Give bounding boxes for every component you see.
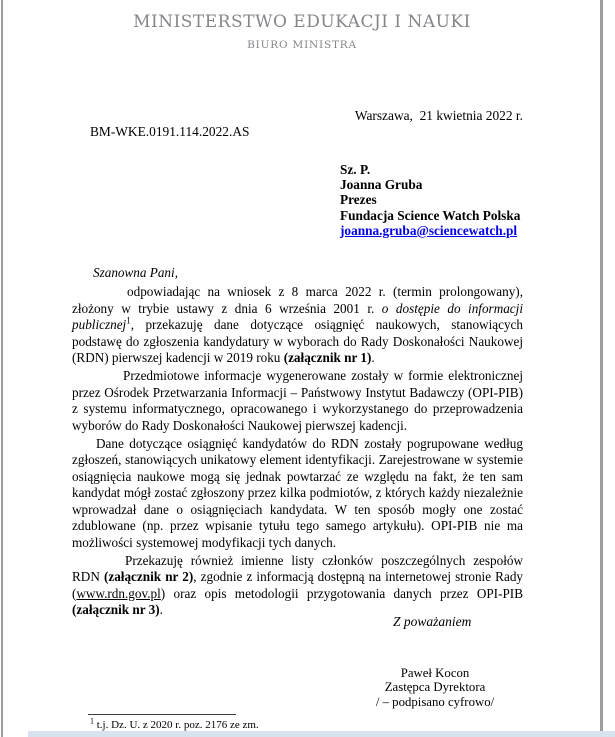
recipient-name: Joanna Gruba (340, 177, 423, 193)
recipient-organization: Fundacja Science Watch Polska (340, 207, 521, 223)
act-title-italic: o dostępie do informacji publicznej (72, 300, 523, 333)
paragraph-4-end: . (159, 602, 163, 618)
footnote (90, 716, 259, 731)
rdn-website-link[interactable]: www.rdn.gov.pl (76, 585, 161, 601)
paragraph-4-text: Przekazuję również imienne listy członków poszczególnych zespołów RDN (72, 552, 523, 585)
attachment-3-label: (załącznik nr 3) (72, 602, 160, 618)
ministry-name: MINISTERSTWO EDUKACJI I NAUKI (133, 12, 471, 32)
paragraph-3: Dane dotyczące osiągnięć kandydatów do RDN zostały pogrupowane według zgłoszeń, stanowiących unikatowy element identyfikacji. Zarejestrowane w systemie osiągnięcia naukowe mogą się jednak powtarzać ze względu na fakt, że ten sam kandydat mógł zostać zgłoszony przez kilka podmiotów, z których każdy niezależnie wprowadzał dane o osiągnięciach kandydata. W ten sposób mogły one zostać zdublowane (np. przez wpisanie tytułu tego samego artykułu). OPI-PIB nie ma możliwości systemowej modyfikacji tych danych. (72, 436, 523, 550)
signer-title: Zastępca Dyrektora (384, 680, 486, 695)
attachment-2-label: (załącznik nr 2) (103, 569, 194, 585)
paragraph-4-text-cont: , zgodnie z informacją dostępną na internetowej stronie Rady ( (72, 569, 524, 601)
letterhead (4, 12, 600, 51)
signer-name: Paweł Kocon (400, 666, 470, 680)
digital-signature-note: / – podpisano cyfrowo/ (375, 694, 495, 709)
recipient-honorific: Sz. P. (340, 162, 371, 177)
attachment-1-label: (załącznik nr 1) (283, 350, 372, 366)
recipient-position: Prezes (340, 192, 377, 208)
letter-body (72, 265, 523, 621)
place-and-date: Warszawa, 21 kwietnia 2022 r. (354, 108, 523, 123)
footnote-text: t.j. Dz. U. z 2020 r. poz. 2176 ze zm. (94, 719, 259, 731)
paragraph-4-text-cont2: ) oraz opis metodologii przygotowania danych przez OPI-PIB (160, 585, 523, 601)
reference-number: BM-WKE.0191.114.2022.AS (90, 124, 250, 139)
bottom-edge-strip (28, 731, 615, 737)
paragraph-1-text: odpowiadając na wniosek z 8 marca 2022 r. (termin prolongowany), złożony w trybie ustawy z dnia 6 września 2001 r. (72, 284, 523, 316)
page-right-edge (600, 0, 603, 737)
office-name: BIURO MINISTRA (247, 39, 357, 51)
salutation: Szanowna Pani, (93, 265, 178, 280)
paragraph-1-text-cont: , przekazuję dane dotyczące osiągnięć naukowych, stanowiących podstawę do zgłoszenia kandydatury w wyborach do Rady Doskonałości Naukowej (RDN) pierwszej kadencji w 2019 roku (72, 317, 523, 366)
footnote-reference: 1 (126, 315, 131, 326)
signature-block (320, 666, 550, 709)
closing-phrase: Z poważaniem (393, 614, 472, 629)
paragraph-4 (72, 553, 523, 619)
paragraph-1 (72, 284, 523, 366)
footnote-separator (88, 714, 236, 715)
recipient-block (340, 162, 520, 238)
paragraph-2: Przedmiotowe informacje wygenerowane zostały w formie elektronicznej przez Ośrodek Przetwarzania Informacji – Państwowy Instytut Badawczy (OPI-PIB) z systemu informatycznego, opracowanego i wykorzystanego do przeprowadzenia wyborów do Rady Doskonałości Naukowej pierwszej kadencji. (72, 368, 523, 433)
paragraph-1-end: . (371, 350, 375, 366)
recipient-email-link[interactable]: joanna.gruba@sciencewatch.pl (340, 222, 518, 238)
footnote-marker: 1 (90, 716, 94, 726)
